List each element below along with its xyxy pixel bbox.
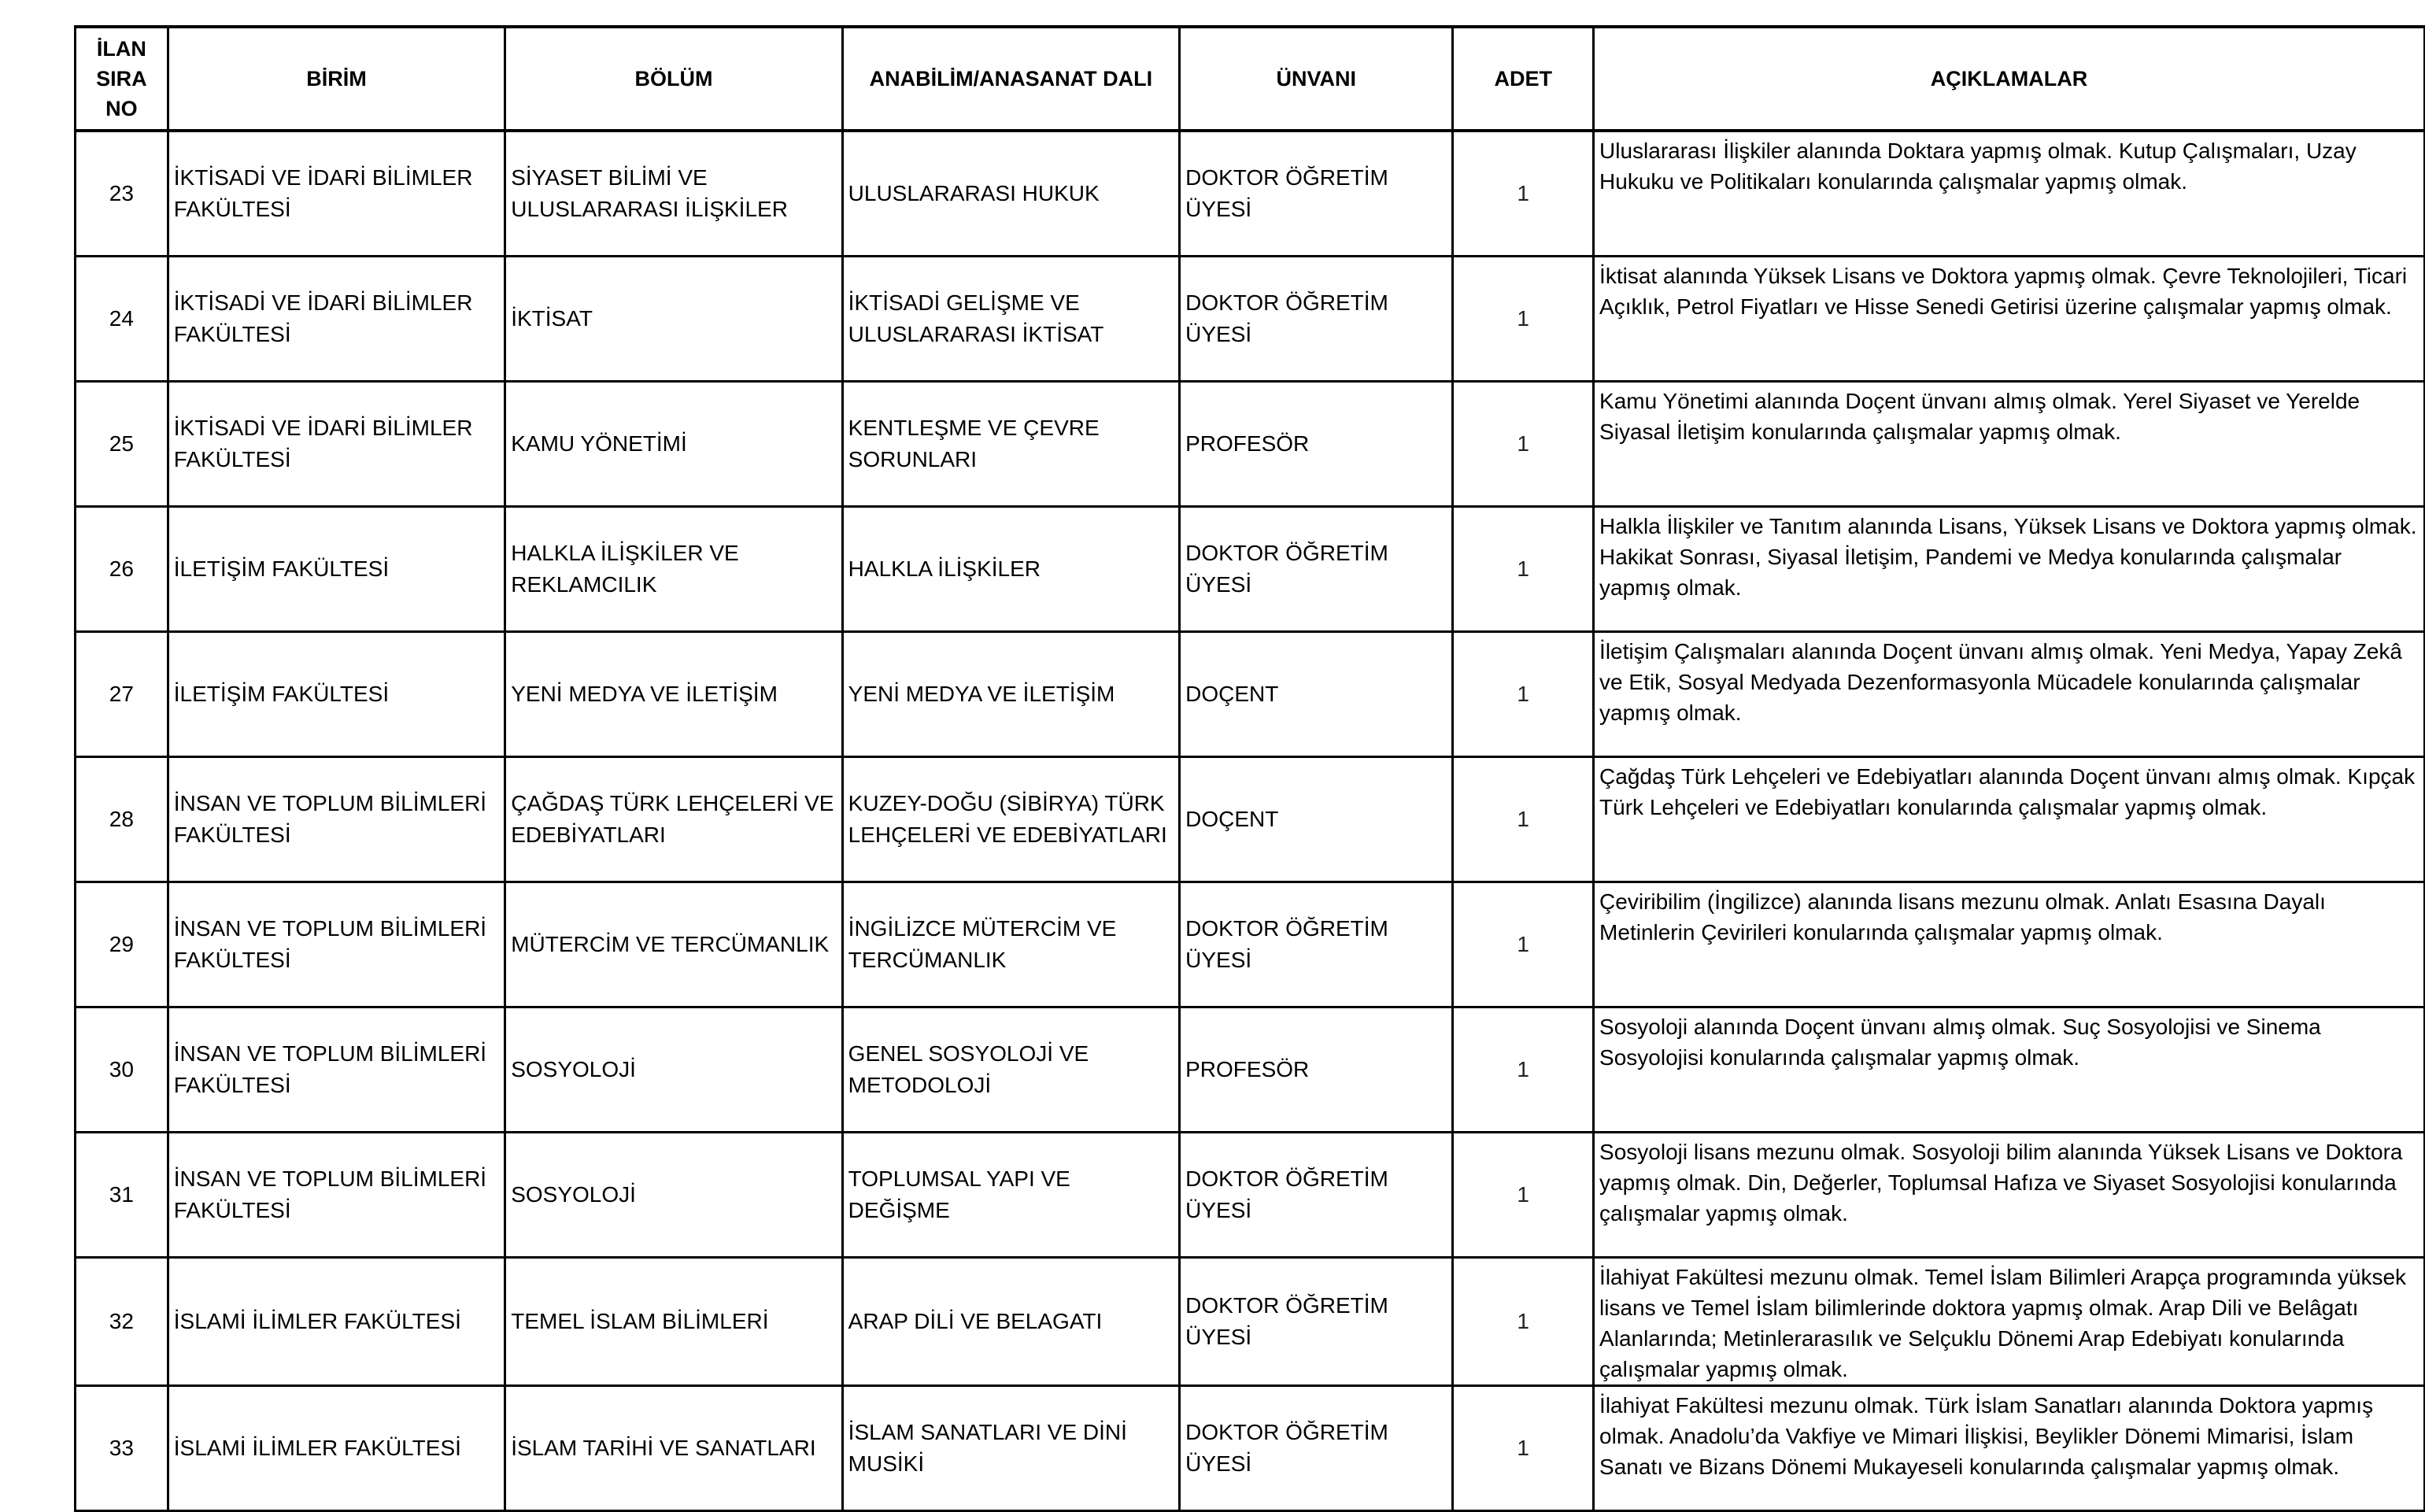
cell-anabilim-dali: İSLAM SANATLARI VE DİNİ MUSİKİ: [842, 1385, 1179, 1510]
cell-bolum: KAMU YÖNETİMİ: [505, 381, 842, 506]
cell-bolum: SOSYOLOJİ: [505, 1007, 842, 1132]
cell-adet: 1: [1453, 256, 1594, 381]
table-row: [76, 631, 2425, 756]
cell-birim: İNSAN VE TOPLUM BİLİMLERİ FAKÜLTESİ: [168, 756, 505, 882]
cell-bolum: SOSYOLOJİ: [505, 1132, 842, 1257]
cell-ilan-sira-no: 28: [76, 756, 168, 882]
cell-anabilim-dali: HALKLA İLİŞKİLER: [842, 506, 1179, 631]
cell-ilan-sira-no: 26: [76, 506, 168, 631]
cell-ilan-sira-no: 30: [76, 1007, 168, 1132]
cell-birim: İSLAMİ İLİMLER FAKÜLTESİ: [168, 1257, 505, 1385]
cell-unvani: DOÇENT: [1180, 756, 1453, 882]
position-table: [74, 25, 2425, 1512]
cell-unvani: DOKTOR ÖĞRETİM ÜYESİ: [1180, 1132, 1453, 1257]
cell-anabilim-dali: İKTİSADİ GELİŞME VE ULUSLARARASI İKTİSAT: [842, 256, 1179, 381]
cell-adet: 1: [1453, 506, 1594, 631]
table-row: [76, 506, 2425, 631]
cell-adet: 1: [1453, 882, 1594, 1007]
cell-ilan-sira-no: 31: [76, 1132, 168, 1257]
cell-adet: 1: [1453, 131, 1594, 256]
cell-anabilim-dali: TOPLUMSAL YAPI VE DEĞİŞME: [842, 1132, 1179, 1257]
cell-aciklamalar: Halkla İlişkiler ve Tanıtım alanında Lisans, Yüksek Lisans ve Doktora yapmış olmak. Hakikat Sonrası, Siyasal İletişim, Pandemi ve Medya konularında çalışmalar yapmış olmak.: [1594, 506, 2425, 631]
header-birim: BİRİM: [168, 27, 505, 131]
cell-ilan-sira-no: 23: [76, 131, 168, 256]
cell-adet: 1: [1453, 756, 1594, 882]
cell-anabilim-dali: ULUSLARARASI HUKUK: [842, 131, 1179, 256]
cell-anabilim-dali: YENİ MEDYA VE İLETİŞİM: [842, 631, 1179, 756]
cell-aciklamalar: Uluslararası İlişkiler alanında Doktara yapmış olmak. Kutup Çalışmaları, Uzay Hukuku ve Politikaları konularında çalışmalar yapmış olmak.: [1594, 131, 2425, 256]
cell-birim: İSLAMİ İLİMLER FAKÜLTESİ: [168, 1385, 505, 1510]
cell-anabilim-dali: GENEL SOSYOLOJİ VE METODOLOJİ: [842, 1007, 1179, 1132]
cell-ilan-sira-no: 25: [76, 381, 168, 506]
cell-unvani: PROFESÖR: [1180, 381, 1453, 506]
cell-unvani: DOKTOR ÖĞRETİM ÜYESİ: [1180, 256, 1453, 381]
cell-unvani: DOKTOR ÖĞRETİM ÜYESİ: [1180, 1385, 1453, 1510]
cell-ilan-sira-no: 32: [76, 1257, 168, 1385]
table-row: [76, 882, 2425, 1007]
cell-bolum: İSLAM TARİHİ VE SANATLARI: [505, 1385, 842, 1510]
cell-adet: 1: [1453, 1007, 1594, 1132]
cell-unvani: DOKTOR ÖĞRETİM ÜYESİ: [1180, 1257, 1453, 1385]
cell-bolum: SİYASET BİLİMİ VE ULUSLARARASI İLİŞKİLER: [505, 131, 842, 256]
cell-ilan-sira-no: 29: [76, 882, 168, 1007]
table-row: [76, 1257, 2425, 1385]
cell-bolum: MÜTERCİM VE TERCÜMANLIK: [505, 882, 842, 1007]
cell-ilan-sira-no: 33: [76, 1385, 168, 1510]
cell-birim: İKTİSADİ VE İDARİ BİLİMLER FAKÜLTESİ: [168, 381, 505, 506]
header-anabilim-dali: ANABİLİM/ANASANAT DALI: [842, 27, 1179, 131]
cell-bolum: İKTİSAT: [505, 256, 842, 381]
cell-birim: İLETİŞİM FAKÜLTESİ: [168, 631, 505, 756]
table-row: [76, 131, 2425, 256]
table-row: [76, 1385, 2425, 1510]
cell-birim: İKTİSADİ VE İDARİ BİLİMLER FAKÜLTESİ: [168, 256, 505, 381]
cell-unvani: DOÇENT: [1180, 631, 1453, 756]
cell-adet: 1: [1453, 1385, 1594, 1510]
cell-unvani: DOKTOR ÖĞRETİM ÜYESİ: [1180, 882, 1453, 1007]
cell-bolum: ÇAĞDAŞ TÜRK LEHÇELERİ VE EDEBİYATLARI: [505, 756, 842, 882]
cell-aciklamalar: İktisat alanında Yüksek Lisans ve Doktora yapmış olmak. Çevre Teknolojileri, Ticari Açıklık, Petrol Fiyatları ve Hisse Senedi Getirisi üzerine çalışmalar yapmış olmak.: [1594, 256, 2425, 381]
header-adet: ADET: [1453, 27, 1594, 131]
header-aciklamalar: AÇIKLAMALAR: [1594, 27, 2425, 131]
cell-bolum: YENİ MEDYA VE İLETİŞİM: [505, 631, 842, 756]
table-row: [76, 256, 2425, 381]
cell-adet: 1: [1453, 631, 1594, 756]
cell-bolum: HALKLA İLİŞKİLER VE REKLAMCILIK: [505, 506, 842, 631]
cell-adet: 1: [1453, 381, 1594, 506]
cell-aciklamalar: Çeviribilim (İngilizce) alanında lisans mezunu olmak. Anlatı Esasına Dayalı Metinlerin Çevirileri konularında çalışmalar yapmış olmak.: [1594, 882, 2425, 1007]
header-row: [76, 27, 2425, 131]
cell-birim: İNSAN VE TOPLUM BİLİMLERİ FAKÜLTESİ: [168, 1007, 505, 1132]
cell-anabilim-dali: ARAP DİLİ VE BELAGATI: [842, 1257, 1179, 1385]
table-row: [76, 1007, 2425, 1132]
table-row: [76, 381, 2425, 506]
cell-birim: İNSAN VE TOPLUM BİLİMLERİ FAKÜLTESİ: [168, 1132, 505, 1257]
cell-aciklamalar: Çağdaş Türk Lehçeleri ve Edebiyatları alanında Doçent ünvanı almış olmak. Kıpçak Türk Lehçeleri ve Edebiyatları konularında çalışmalar yapmış olmak.: [1594, 756, 2425, 882]
cell-adet: 1: [1453, 1257, 1594, 1385]
cell-unvani: PROFESÖR: [1180, 1007, 1453, 1132]
cell-anabilim-dali: KENTLEŞME VE ÇEVRE SORUNLARI: [842, 381, 1179, 506]
cell-bolum: TEMEL İSLAM BİLİMLERİ: [505, 1257, 842, 1385]
cell-anabilim-dali: İNGİLİZCE MÜTERCİM VE TERCÜMANLIK: [842, 882, 1179, 1007]
cell-unvani: DOKTOR ÖĞRETİM ÜYESİ: [1180, 506, 1453, 631]
cell-aciklamalar: Kamu Yönetimi alanında Doçent ünvanı almış olmak. Yerel Siyaset ve Yerelde Siyasal İletişim konularında çalışmalar yapmış olmak.: [1594, 381, 2425, 506]
header-ilan-sira-no: İLAN SIRA NO: [76, 27, 168, 131]
cell-unvani: DOKTOR ÖĞRETİM ÜYESİ: [1180, 131, 1453, 256]
cell-aciklamalar: İletişim Çalışmaları alanında Doçent ünvanı almış olmak. Yeni Medya, Yapay Zekâ ve Etik, Sosyal Medyada Dezenformasyonla Mücadele konularında çalışmalar yapmış olmak.: [1594, 631, 2425, 756]
cell-birim: İKTİSADİ VE İDARİ BİLİMLER FAKÜLTESİ: [168, 131, 505, 256]
header-bolum: BÖLÜM: [505, 27, 842, 131]
cell-ilan-sira-no: 27: [76, 631, 168, 756]
cell-anabilim-dali: KUZEY-DOĞU (SİBİRYA) TÜRK LEHÇELERİ VE EDEBİYATLARI: [842, 756, 1179, 882]
cell-adet: 1: [1453, 1132, 1594, 1257]
cell-ilan-sira-no: 24: [76, 256, 168, 381]
cell-birim: İLETİŞİM FAKÜLTESİ: [168, 506, 505, 631]
table-row: [76, 756, 2425, 882]
cell-aciklamalar: İlahiyat Fakültesi mezunu olmak. Temel İslam Bilimleri Arapça programında yüksek lisans ve Temel İslam bilimlerinde doktora yapmış olmak. Arap Dili ve Belâgatı Alanlarında; Metinlerarasılık ve Selçuklu Dönemi Arap Edebiyatı konularında çalışmalar yapmış olmak.: [1594, 1257, 2425, 1385]
table-row: [76, 1132, 2425, 1257]
announcement-sheet: [74, 25, 2425, 1510]
cell-aciklamalar: İlahiyat Fakültesi mezunu olmak. Türk İslam Sanatları alanında Doktora yapmış olmak. Anadolu’da Vakfiye ve Mimari İlişkisi, Beylikler Dönemi Mimarisi, İslam Sanatı ve Bizans Dönemi Mukayeseli konularında çalışmalar yapmış olmak.: [1594, 1385, 2425, 1510]
cell-aciklamalar: Sosyoloji alanında Doçent ünvanı almış olmak. Suç Sosyolojisi ve Sinema Sosyolojisi konularında çalışmalar yapmış olmak.: [1594, 1007, 2425, 1132]
cell-birim: İNSAN VE TOPLUM BİLİMLERİ FAKÜLTESİ: [168, 882, 505, 1007]
header-unvani: ÜNVANI: [1180, 27, 1453, 131]
cell-aciklamalar: Sosyoloji lisans mezunu olmak. Sosyoloji bilim alanında Yüksek Lisans ve Doktora yapmış olmak. Din, Değerler, Toplumsal Hafıza ve Siyaset Sosyolojisi konularında çalışmalar yapmış olmak.: [1594, 1132, 2425, 1257]
